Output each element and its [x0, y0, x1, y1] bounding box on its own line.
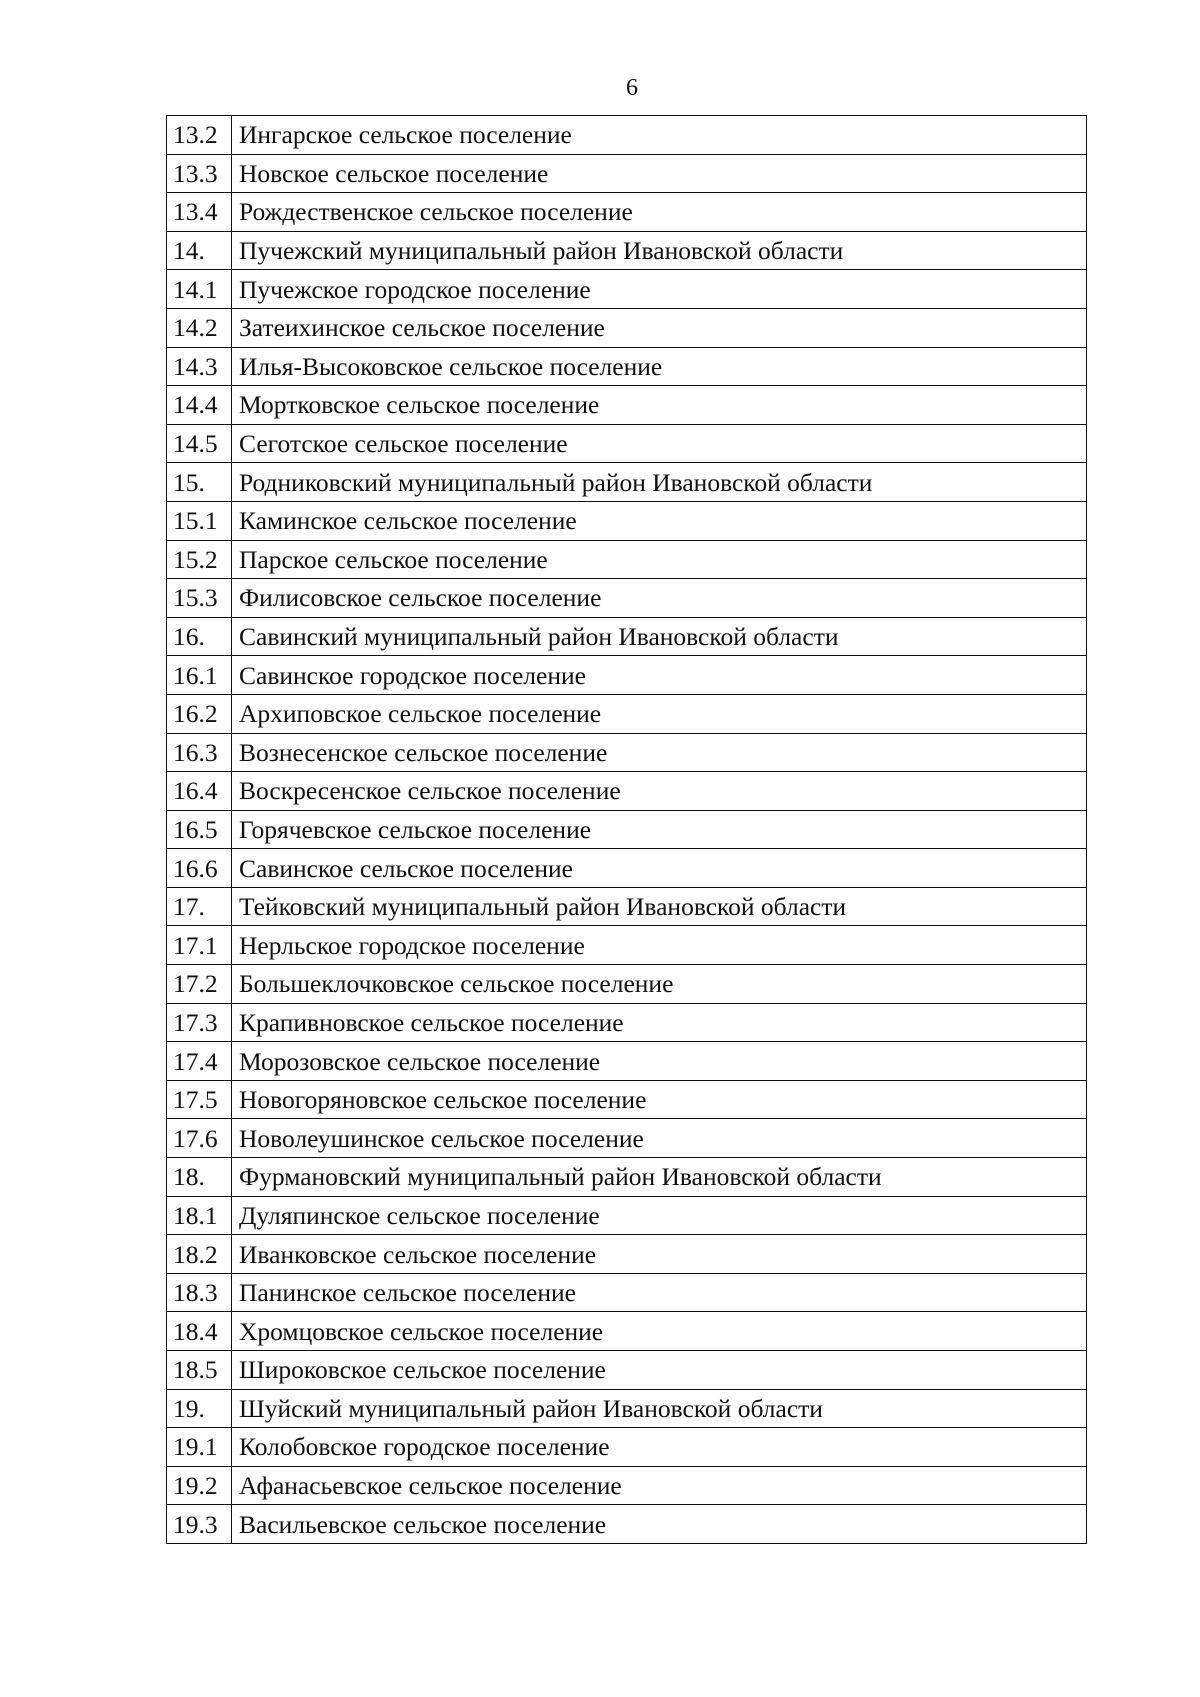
settlement-name-cell: Иванковское сельское поселение — [232, 1235, 1087, 1274]
table-row — [167, 849, 1087, 888]
row-number-cell: 18.4 — [167, 1312, 232, 1351]
row-number-cell: 16.4 — [167, 772, 232, 811]
table-row — [167, 1235, 1087, 1274]
row-number-cell: 13.2 — [167, 116, 232, 155]
row-number-cell: 17.2 — [167, 965, 232, 1004]
table-row — [167, 579, 1087, 618]
table-row — [167, 1351, 1087, 1390]
row-number-cell: 17.5 — [167, 1080, 232, 1119]
settlement-name-cell: Савинский муниципальный район Ивановской области — [232, 617, 1087, 656]
table-row — [167, 1003, 1087, 1042]
settlement-name-cell: Филисовское сельское поселение — [232, 579, 1087, 618]
table-row — [167, 1080, 1087, 1119]
settlement-name-cell: Васильевское сельское поселение — [232, 1505, 1087, 1544]
settlement-name-cell: Пучежское городское поселение — [232, 270, 1087, 309]
settlement-name-cell: Тейковский муниципальный район Ивановской области — [232, 887, 1087, 926]
table-row — [167, 1119, 1087, 1158]
settlement-name-cell: Каминское сельское поселение — [232, 501, 1087, 540]
settlement-name-cell: Илья-Высоковское сельское поселение — [232, 347, 1087, 386]
table-row — [167, 424, 1087, 463]
row-number-cell: 15.2 — [167, 540, 232, 579]
table-row — [167, 965, 1087, 1004]
row-number-cell: 16.5 — [167, 810, 232, 849]
row-number-cell: 17.6 — [167, 1119, 232, 1158]
table-row — [167, 308, 1087, 347]
settlement-name-cell: Савинское городское поселение — [232, 656, 1087, 695]
settlement-name-cell: Мортковское сельское поселение — [232, 386, 1087, 425]
table-body — [167, 116, 1087, 1544]
settlement-name-cell: Новское сельское поселение — [232, 154, 1087, 193]
settlement-name-cell: Затеихинское сельское поселение — [232, 308, 1087, 347]
settlement-name-cell: Крапивновское сельское поселение — [232, 1003, 1087, 1042]
settlement-name-cell: Дуляпинское сельское поселение — [232, 1196, 1087, 1235]
row-number-cell: 17.3 — [167, 1003, 232, 1042]
table-row — [167, 1158, 1087, 1197]
table-row — [167, 463, 1087, 502]
table-row — [167, 810, 1087, 849]
table-row — [167, 231, 1087, 270]
row-number-cell: 17. — [167, 887, 232, 926]
row-number-cell: 14. — [167, 231, 232, 270]
row-number-cell: 18.5 — [167, 1351, 232, 1390]
row-number-cell: 17.1 — [167, 926, 232, 965]
row-number-cell: 18.3 — [167, 1273, 232, 1312]
settlement-name-cell: Ингарское сельское поселение — [232, 116, 1087, 155]
row-number-cell: 19. — [167, 1389, 232, 1428]
settlement-name-cell: Фурмановский муниципальный район Ивановской области — [232, 1158, 1087, 1197]
settlement-name-cell: Сеготское сельское поселение — [232, 424, 1087, 463]
row-number-cell: 14.4 — [167, 386, 232, 425]
table-row — [167, 656, 1087, 695]
row-number-cell: 16. — [167, 617, 232, 656]
municipalities-table — [166, 115, 1087, 1544]
settlement-name-cell: Колобовское городское поселение — [232, 1428, 1087, 1467]
table-row — [167, 617, 1087, 656]
table-row — [167, 386, 1087, 425]
row-number-cell: 16.2 — [167, 694, 232, 733]
row-number-cell: 14.2 — [167, 308, 232, 347]
table-row — [167, 772, 1087, 811]
settlement-name-cell: Вознесенское сельское поселение — [232, 733, 1087, 772]
settlement-name-cell: Хромцовское сельское поселение — [232, 1312, 1087, 1351]
table-row — [167, 154, 1087, 193]
table-row — [167, 1505, 1087, 1544]
row-number-cell: 18. — [167, 1158, 232, 1197]
row-number-cell: 18.1 — [167, 1196, 232, 1235]
table-row — [167, 1042, 1087, 1081]
row-number-cell: 15. — [167, 463, 232, 502]
table-row — [167, 270, 1087, 309]
settlement-name-cell: Пучежский муниципальный район Ивановской области — [232, 231, 1087, 270]
table-row — [167, 1389, 1087, 1428]
settlement-name-cell: Рождественское сельское поселение — [232, 193, 1087, 232]
row-number-cell: 15.1 — [167, 501, 232, 540]
settlement-name-cell: Родниковский муниципальный район Ивановской области — [232, 463, 1087, 502]
row-number-cell: 14.1 — [167, 270, 232, 309]
table-row — [167, 1273, 1087, 1312]
settlement-name-cell: Шуйский муниципальный район Ивановской области — [232, 1389, 1087, 1428]
settlement-name-cell: Новогоряновское сельское поселение — [232, 1080, 1087, 1119]
settlement-name-cell: Архиповское сельское поселение — [232, 694, 1087, 733]
row-number-cell: 15.3 — [167, 579, 232, 618]
table-row — [167, 1196, 1087, 1235]
table-row — [167, 193, 1087, 232]
table-row — [167, 116, 1087, 155]
row-number-cell: 19.2 — [167, 1466, 232, 1505]
settlement-name-cell: Нерльское городское поселение — [232, 926, 1087, 965]
row-number-cell: 17.4 — [167, 1042, 232, 1081]
row-number-cell: 16.6 — [167, 849, 232, 888]
table-row — [167, 347, 1087, 386]
row-number-cell: 16.1 — [167, 656, 232, 695]
settlement-name-cell: Панинское сельское поселение — [232, 1273, 1087, 1312]
row-number-cell: 19.1 — [167, 1428, 232, 1467]
row-number-cell: 18.2 — [167, 1235, 232, 1274]
settlement-name-cell: Морозовское сельское поселение — [232, 1042, 1087, 1081]
settlement-name-cell: Большеклочковское сельское поселение — [232, 965, 1087, 1004]
table-row — [167, 694, 1087, 733]
row-number-cell: 14.5 — [167, 424, 232, 463]
row-number-cell: 13.4 — [167, 193, 232, 232]
table-row — [167, 540, 1087, 579]
table-row — [167, 1312, 1087, 1351]
settlement-name-cell: Парское сельское поселение — [232, 540, 1087, 579]
settlement-name-cell: Афанасьевское сельское поселение — [232, 1466, 1087, 1505]
settlement-name-cell: Горячевское сельское поселение — [232, 810, 1087, 849]
table-row — [167, 926, 1087, 965]
table-row — [167, 1466, 1087, 1505]
row-number-cell: 13.3 — [167, 154, 232, 193]
table-row — [167, 887, 1087, 926]
row-number-cell: 14.3 — [167, 347, 232, 386]
settlement-name-cell: Новолеушинское сельское поселение — [232, 1119, 1087, 1158]
table-row — [167, 1428, 1087, 1467]
table-row — [167, 733, 1087, 772]
table-row — [167, 501, 1087, 540]
page-number: 6 — [626, 75, 638, 101]
settlement-name-cell: Савинское сельское поселение — [232, 849, 1087, 888]
settlement-name-cell: Широковское сельское поселение — [232, 1351, 1087, 1390]
settlement-name-cell: Воскресенское сельское поселение — [232, 772, 1087, 811]
row-number-cell: 16.3 — [167, 733, 232, 772]
row-number-cell: 19.3 — [167, 1505, 232, 1544]
